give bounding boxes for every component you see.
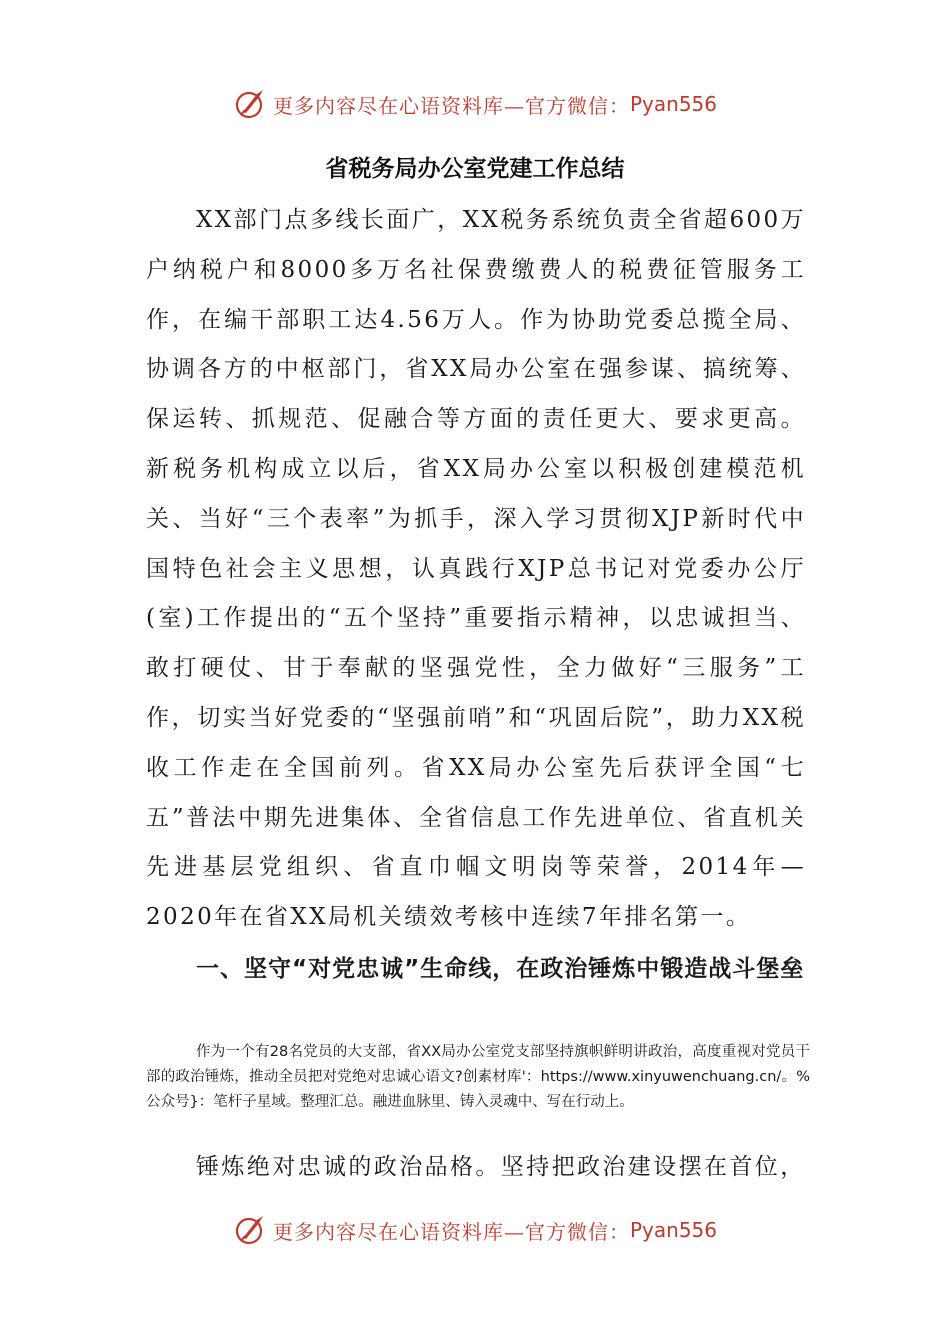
section-heading-1: 一、坚守“对党忠诚”生命线，在政治锤炼中锻造战斗堡垒 (196, 956, 805, 982)
body-paragraph-1: XX部门点多线长面广，XX税务系统负责全省超600万户纳税户和8000多万名社保费缴费人的税费征管服务工作，在编干部职工达4.56万人。作为协助党委总揽全局、协调各方的中枢部门，省XX局办公室在强参谋、搞统筹、保运转、抓规范、促融合等方面的责任更大、要求更高。新税务机构成立以后，省XX局办公室以积极创建模范机关、当好“三个表率”为抓手，深入学习贯彻XJP新时代中国特色社会主义思想，认真践行XJP总书记对党委办公厅(室)工作提出的“五个坚持”重要指示精神，以忠诚担当、敢打硬仗、甘于奉献的坚强党性，全力做好“三服务”工作，切实当好党委的“坚强前哨”和“巩固后院”，助力XX税收工作走在全国前列。省XX局办公室先后获评全国“七五”普法中期先进集体、全省信息工作先进单位、省直机关先进基层党组织、省直巾帼文明岗等荣誉，2014年—2020年在省XX局机关绩效考核中连续7年排名第一。 (146, 207, 806, 931)
document-title: 省税务局办公室党建工作总结 (325, 156, 625, 182)
header-watermark-banner (0, 84, 950, 124)
small-body-paragraph: 作为一个有28名党员的大支部，省XX局办公室党支部坚持旗帜鲜明讲政治，高度重视对党员干部的政治锤炼，推动全员把对党绝对忠诚心语文?创素材库'：https://www.xinyuwenchuang.cn/。%公众号}：笔杆子星域。整理汇总。融进血脉里、铸入灵魂中、写在行动上。 (146, 1044, 810, 1110)
banner-text: 更多内容尽在心语资料库—官方微信： (272, 1219, 630, 1244)
banner-wechat-id: Pyan556 (629, 92, 717, 116)
footer-watermark-banner (0, 1210, 950, 1250)
banner-wechat-id: Pyan556 (629, 1218, 717, 1242)
quill-logo-icon (233, 1212, 269, 1248)
body-paragraph-2: 锤炼绝对忠诚的政治品格。坚持把政治建设摆在首位， (196, 1154, 806, 1180)
quill-logo-icon (233, 86, 269, 122)
banner-text: 更多内容尽在心语资料库—官方微信： (272, 93, 630, 118)
